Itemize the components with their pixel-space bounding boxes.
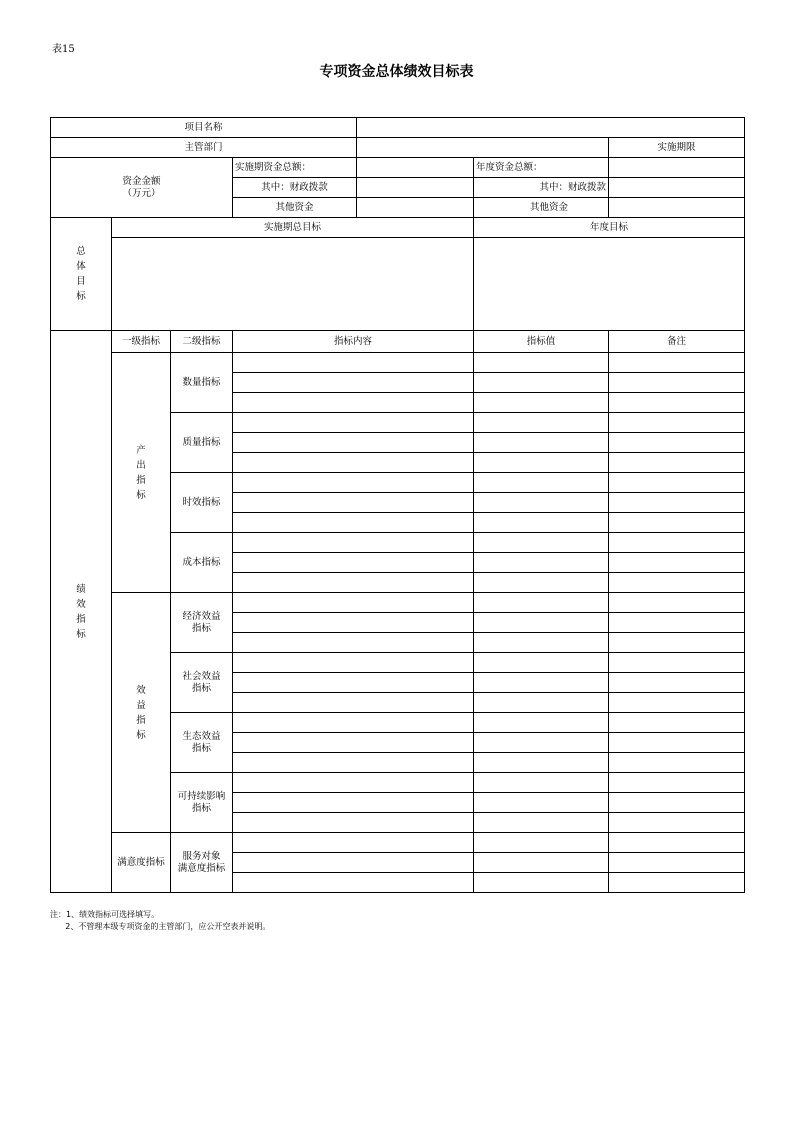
indicator-value-cell[interactable] <box>474 473 609 493</box>
quantity-indicator-label: 数量指标 <box>171 353 233 413</box>
indicator-value-cell[interactable] <box>474 593 609 613</box>
side-char: 指 <box>76 613 86 625</box>
indicator-note-cell[interactable] <box>609 873 745 893</box>
sustainability-label-line1: 可持续影响 <box>177 790 226 802</box>
indicator-value-cell[interactable] <box>474 513 609 533</box>
side-char: 产 <box>136 444 146 456</box>
sustainability-indicator-label <box>171 773 233 833</box>
indicator-note-cell[interactable] <box>609 553 745 573</box>
footnotes <box>50 909 270 933</box>
indicator-content-cell[interactable] <box>233 793 474 813</box>
indicator-note-cell[interactable] <box>609 633 745 653</box>
side-char: 总 <box>76 246 86 257</box>
indicator-value-cell[interactable] <box>474 873 609 893</box>
department-field[interactable] <box>357 138 609 158</box>
total-fund-label: 实施期资金总额： <box>233 158 357 178</box>
ecological-benefit-label-line2: 指标 <box>191 742 211 754</box>
indicator-content-cell[interactable] <box>233 833 474 853</box>
indicator-note-cell[interactable] <box>609 593 745 613</box>
fund-amount-label <box>51 158 233 218</box>
side-char: 标 <box>76 628 86 640</box>
indicator-content-cell[interactable] <box>233 733 474 753</box>
annual-goal-field[interactable] <box>474 238 745 331</box>
table-number: 表15 <box>52 44 75 55</box>
column-header-level1: 一级指标 <box>112 331 171 353</box>
indicator-value-cell[interactable] <box>474 573 609 593</box>
period-goal-header: 实施期总目标 <box>112 218 474 238</box>
column-header-value: 指标值 <box>474 331 609 353</box>
indicator-value-cell[interactable] <box>474 833 609 853</box>
side-char: 目 <box>76 276 86 287</box>
indicator-value-cell[interactable] <box>474 733 609 753</box>
period-label: 实施期限 <box>609 138 745 158</box>
satisfaction-indicator-label: 满意度指标 <box>112 833 171 893</box>
indicator-value-cell[interactable] <box>474 393 609 413</box>
indicator-value-cell[interactable] <box>474 493 609 513</box>
fiscal-appropriation-field[interactable] <box>357 178 474 198</box>
annual-fiscal-label: 其中：财政拨款 <box>474 178 609 198</box>
economic-benefit-label-line1: 经济效益 <box>182 610 221 622</box>
indicator-note-cell[interactable] <box>609 713 745 733</box>
indicator-value-cell[interactable] <box>474 753 609 773</box>
annual-other-funds-field[interactable] <box>609 198 745 218</box>
service-satisfaction-label-line2: 满意度指标 <box>177 862 226 874</box>
side-char: 绩 <box>76 583 86 595</box>
indicator-content-cell[interactable] <box>233 693 474 713</box>
service-satisfaction-label-line1: 服务对象 <box>182 850 221 862</box>
indicator-value-cell[interactable] <box>474 693 609 713</box>
indicator-content-cell[interactable] <box>233 513 474 533</box>
indicator-content-cell[interactable] <box>233 773 474 793</box>
column-header-content: 指标内容 <box>233 331 474 353</box>
side-char: 指 <box>136 714 146 726</box>
indicator-note-cell[interactable] <box>609 533 745 553</box>
indicator-value-cell[interactable] <box>474 633 609 653</box>
indicator-note-cell[interactable] <box>609 653 745 673</box>
economic-benefit-label-line2: 指标 <box>191 622 211 634</box>
performance-indicator-side-label <box>51 331 112 893</box>
output-indicator-label <box>112 353 171 593</box>
indicator-content-cell[interactable] <box>233 873 474 893</box>
indicator-content-cell[interactable] <box>233 493 474 513</box>
indicator-note-cell[interactable] <box>609 513 745 533</box>
side-char: 出 <box>136 459 146 471</box>
fund-amount-label-line1: 资金金额 <box>122 175 161 187</box>
annual-fund-label: 年度资金总额： <box>474 158 609 178</box>
sustainability-label-line2: 指标 <box>191 802 211 814</box>
indicator-value-cell[interactable] <box>474 613 609 633</box>
indicator-note-cell[interactable] <box>609 793 745 813</box>
indicator-content-cell[interactable] <box>233 813 474 833</box>
indicator-value-cell[interactable] <box>474 413 609 433</box>
side-char: 标 <box>136 489 146 501</box>
indicator-note-cell[interactable] <box>609 393 745 413</box>
indicator-value-cell[interactable] <box>474 773 609 793</box>
indicator-value-cell[interactable] <box>474 553 609 573</box>
side-char: 益 <box>136 699 146 711</box>
indicator-note-cell[interactable] <box>609 733 745 753</box>
service-satisfaction-label <box>171 833 233 893</box>
indicator-content-cell[interactable] <box>233 673 474 693</box>
side-char: 标 <box>76 291 86 302</box>
annual-other-funds-label: 其他资金 <box>474 198 609 218</box>
indicator-note-cell[interactable] <box>609 673 745 693</box>
indicator-note-cell[interactable] <box>609 853 745 873</box>
page-title: 专项资金总体绩效目标表 <box>319 64 474 80</box>
project-name-field[interactable] <box>357 118 745 138</box>
side-char: 效 <box>136 684 146 696</box>
total-fund-field[interactable] <box>357 158 474 178</box>
indicator-content-cell[interactable] <box>233 533 474 553</box>
social-benefit-label-line2: 指标 <box>191 682 211 694</box>
indicator-note-cell[interactable] <box>609 753 745 773</box>
indicator-content-cell[interactable] <box>233 713 474 733</box>
indicator-note-cell[interactable] <box>609 413 745 433</box>
fund-amount-label-line2: （万元） <box>122 187 161 199</box>
indicator-note-cell[interactable] <box>609 613 745 633</box>
indicator-note-cell[interactable] <box>609 833 745 853</box>
cost-indicator-label: 成本指标 <box>171 533 233 593</box>
timeliness-indicator-label: 时效指标 <box>171 473 233 533</box>
annual-fiscal-field[interactable] <box>609 178 745 198</box>
ecological-benefit-label-line1: 生态效益 <box>182 730 221 742</box>
indicator-value-cell[interactable] <box>474 433 609 453</box>
footnote-line1: 注：1、绩效指标可选择填写。 <box>50 910 160 919</box>
social-benefit-label-line1: 社会效益 <box>182 670 221 682</box>
side-char: 效 <box>76 598 86 610</box>
indicator-content-cell[interactable] <box>233 473 474 493</box>
social-benefit-label <box>171 653 233 713</box>
indicator-note-cell[interactable] <box>609 493 745 513</box>
indicator-content-cell[interactable] <box>233 353 474 373</box>
indicator-content-cell[interactable] <box>233 453 474 473</box>
indicator-value-cell[interactable] <box>474 533 609 553</box>
department-label: 主管部门 <box>51 138 357 158</box>
indicator-content-cell[interactable] <box>233 373 474 393</box>
indicator-content-cell[interactable] <box>233 573 474 593</box>
indicator-value-cell[interactable] <box>474 713 609 733</box>
indicator-value-cell[interactable] <box>474 853 609 873</box>
indicator-content-cell[interactable] <box>233 593 474 613</box>
indicator-value-cell[interactable] <box>474 653 609 673</box>
indicator-value-cell[interactable] <box>474 673 609 693</box>
side-char: 标 <box>136 729 146 741</box>
indicator-content-cell[interactable] <box>233 393 474 413</box>
period-goal-field[interactable] <box>112 238 474 331</box>
indicator-content-cell[interactable] <box>233 633 474 653</box>
indicator-content-cell[interactable] <box>233 553 474 573</box>
indicator-content-cell[interactable] <box>233 753 474 773</box>
indicator-value-cell[interactable] <box>474 813 609 833</box>
indicator-note-cell[interactable] <box>609 813 745 833</box>
indicator-note-cell[interactable] <box>609 433 745 453</box>
indicator-note-cell[interactable] <box>609 453 745 473</box>
economic-benefit-label <box>171 593 233 653</box>
indicator-value-cell[interactable] <box>474 353 609 373</box>
ecological-benefit-label <box>171 713 233 773</box>
indicator-note-cell[interactable] <box>609 353 745 373</box>
side-char: 指 <box>136 474 146 486</box>
column-header-level2: 二级指标 <box>171 331 233 353</box>
indicator-content-cell[interactable] <box>233 413 474 433</box>
fiscal-appropriation-label: 其中：财政拨款 <box>233 178 357 198</box>
overall-goal-side-label <box>51 218 112 331</box>
indicator-value-cell[interactable] <box>474 793 609 813</box>
project-name-label: 项目名称 <box>51 118 357 138</box>
indicator-content-cell[interactable] <box>233 653 474 673</box>
annual-goal-header: 年度目标 <box>474 218 745 238</box>
other-funds-label: 其他资金 <box>233 198 357 218</box>
footnote-line2: 2、不管理本级专项资金的主管部门，应公开空表并说明。 <box>50 922 271 931</box>
quality-indicator-label: 质量指标 <box>171 413 233 473</box>
benefit-indicator-label <box>112 593 171 833</box>
annual-fund-field[interactable] <box>609 158 745 178</box>
other-funds-field[interactable] <box>357 198 474 218</box>
indicator-content-cell[interactable] <box>233 613 474 633</box>
column-header-note: 备注 <box>609 331 745 353</box>
indicator-note-cell[interactable] <box>609 473 745 493</box>
indicator-content-cell[interactable] <box>233 853 474 873</box>
indicator-note-cell[interactable] <box>609 773 745 793</box>
performance-target-table <box>50 117 745 893</box>
indicator-note-cell[interactable] <box>609 573 745 593</box>
indicator-note-cell[interactable] <box>609 373 745 393</box>
indicator-value-cell[interactable] <box>474 453 609 473</box>
indicator-value-cell[interactable] <box>474 373 609 393</box>
indicator-note-cell[interactable] <box>609 693 745 713</box>
indicator-content-cell[interactable] <box>233 433 474 453</box>
side-char: 体 <box>76 261 86 272</box>
